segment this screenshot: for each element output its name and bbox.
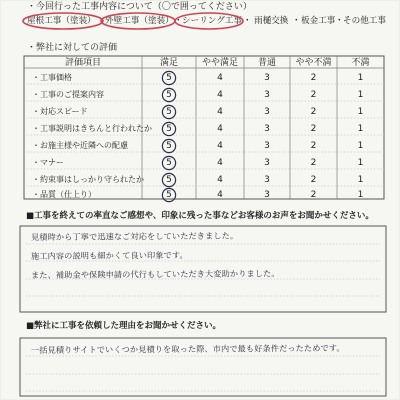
row-value-2: 2: [310, 190, 317, 200]
row-label: ・品質（仕上り）: [32, 190, 96, 199]
row-value-2: 2: [310, 158, 317, 168]
row-value-3: 3: [264, 124, 270, 134]
row-value-3: 3: [264, 175, 270, 185]
row-value-3: 3: [264, 158, 270, 168]
row-value-1: 1: [357, 73, 364, 83]
row-value-2: 2: [310, 73, 317, 83]
row-value-4: 4: [217, 107, 223, 117]
impression-line-1: 見積時から丁寧で迅速なご対応をしていただきました。: [30, 230, 239, 242]
row-value-3: 3: [264, 190, 270, 200]
work-type-sep-1: ・: [98, 16, 107, 26]
row-value-4: 4: [217, 124, 223, 134]
row-value-4: 4: [217, 141, 223, 151]
reason-section-title: ■弊社に工事を依頼した理由をお聞かせください。: [26, 321, 222, 331]
row-value-4: 4: [217, 73, 223, 83]
row-label: ・マナー: [32, 158, 64, 167]
row-value-3: 3: [264, 90, 270, 100]
work-type-6: その他工事: [343, 16, 386, 26]
row-value-2: 2: [310, 141, 317, 151]
row-value-2: 2: [310, 107, 317, 117]
column-header-satisfied: 満足: [159, 58, 178, 68]
row-value-2: 2: [310, 124, 317, 134]
row-value-1: 1: [357, 90, 364, 100]
work-type-4: 雨樋交換: [254, 16, 289, 26]
impression-line-3: また、補助金や保険申請の代行もしていただき大変助かりました。: [30, 268, 280, 280]
work-type-sep-5: ・: [335, 16, 344, 26]
row-value-4: 4: [217, 175, 223, 185]
column-header-somewhat-dissatisfied: やや不満: [295, 58, 332, 68]
row-value-1: 1: [357, 158, 364, 168]
row-label: ・お施主様や近隣への配慮: [32, 141, 128, 150]
row-label: ・工事価格: [32, 73, 72, 82]
row-value-5: 5: [166, 107, 172, 117]
impression-section-title: ■工事を終えての率直なご感想や、印象に残った事などお客様のお声をお聞かせください。: [26, 211, 374, 221]
row-value-5: 5: [166, 124, 172, 134]
row-value-5: 5: [166, 158, 172, 168]
column-header-neutral: 普通: [257, 58, 276, 68]
row-value-2: 2: [310, 90, 317, 100]
column-header-dissatisfied: 不満: [351, 58, 370, 68]
row-value-1: 1: [357, 141, 364, 151]
row-value-4: 4: [217, 190, 223, 200]
work-type-1: 屋根工事（塗装）: [27, 16, 96, 26]
row-value-3: 3: [264, 107, 270, 117]
work-type-5: 板金工事: [301, 16, 336, 26]
work-type-question: ・今回行った工事内容について（〇で囲ってください）: [27, 2, 252, 12]
row-value-5: 5: [166, 141, 172, 151]
reason-line-1: 一括見積りサイトでいくつか見積りを取った際、市内で最も好条件だったためです。: [30, 342, 345, 355]
row-value-3: 3: [264, 73, 270, 83]
work-type-sep-2: ・: [174, 16, 183, 26]
work-type-sep-3: ・: [243, 16, 252, 26]
row-label: ・約束事はしっかり守られたか: [32, 175, 144, 184]
row-value-1: 1: [357, 107, 364, 117]
evaluation-section-title: ・弊社に対しての評価: [27, 43, 118, 53]
row-value-5: 5: [166, 73, 172, 83]
row-value-5: 5: [166, 175, 172, 185]
work-type-2: 外壁工事（塗装）: [105, 16, 174, 26]
impression-line-2: 施工内容の説明も細かくて良い印象です。: [30, 249, 188, 261]
row-value-4: 4: [217, 158, 223, 168]
row-value-4: 4: [217, 90, 223, 100]
row-value-3: 3: [264, 141, 270, 151]
row-value-5: 5: [166, 190, 172, 200]
row-value-1: 1: [357, 175, 364, 185]
row-value-1: 1: [357, 190, 364, 200]
row-label: ・対応スピード: [32, 107, 88, 116]
work-type-sep-4: ・: [292, 16, 301, 26]
row-value-5: 5: [166, 90, 172, 100]
work-type-3: シーリング工事: [182, 16, 242, 26]
row-label: ・工事のご提案内容: [32, 90, 104, 99]
row-value-2: 2: [310, 175, 317, 185]
row-value-1: 1: [357, 124, 364, 134]
column-header-somewhat-satisfied: やや満足: [201, 58, 238, 68]
row-label: ・工事説明はきちんと行われたか: [32, 124, 152, 133]
column-header-item: 評価項目: [64, 58, 101, 68]
